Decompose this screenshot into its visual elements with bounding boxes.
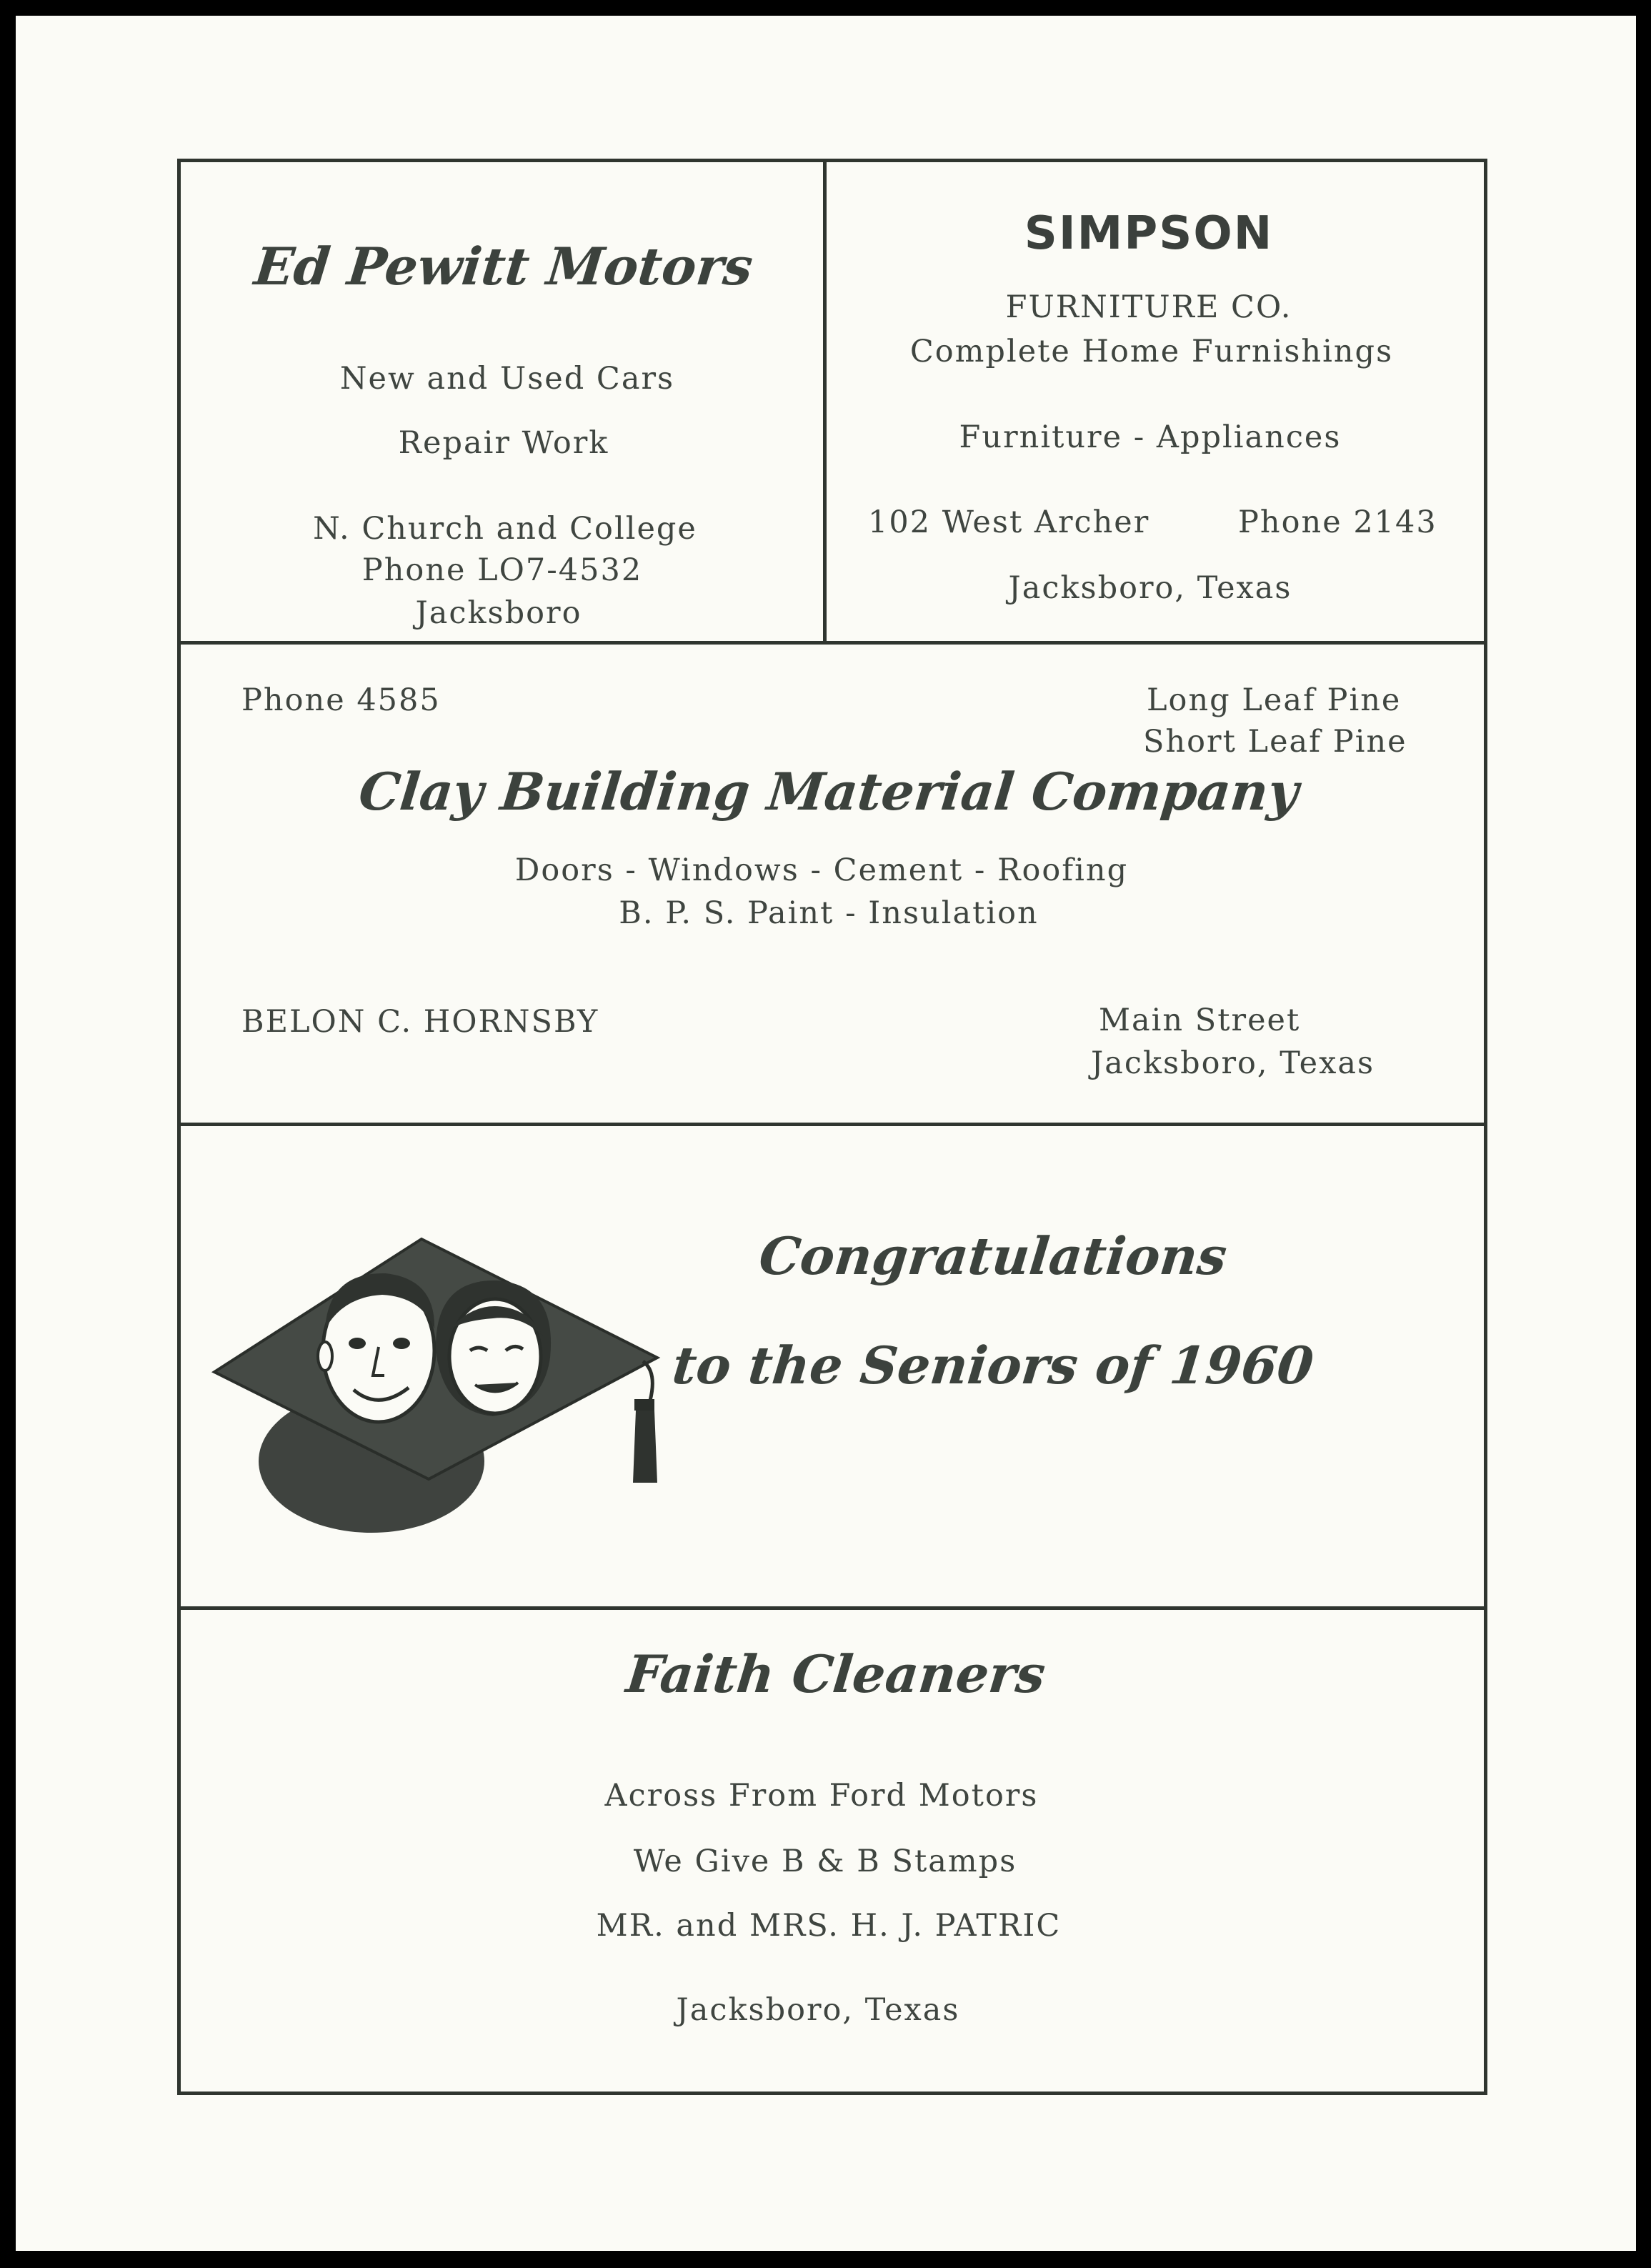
faith-line2: We Give B & B Stamps — [633, 1844, 1017, 1879]
faith-city: Jacksboro, Texas — [676, 1992, 960, 2028]
divider-row-1 — [177, 641, 1487, 645]
simpson-phone: Phone 2143 — [1238, 504, 1437, 540]
woman-face-icon — [436, 1280, 551, 1416]
pewitt-address: N. Church and College — [313, 511, 697, 547]
faith-name: Faith Cleaners — [623, 1643, 1049, 1704]
clay-pine-short: Short Leaf Pine — [1143, 724, 1407, 760]
divider-row-3 — [177, 1606, 1487, 1610]
pewitt-city: Jacksboro — [415, 595, 582, 631]
simpson-tagline: Complete Home Furnishings — [909, 334, 1394, 369]
top-divider-vertical — [823, 159, 827, 645]
pewitt-line2: Repair Work — [398, 425, 609, 461]
simpson-name: SIMPSON — [1024, 207, 1274, 260]
clay-owner: BELON C. HORNSBY — [241, 1004, 599, 1040]
faith-line1: Across From Ford Motors — [604, 1778, 1039, 1814]
congrats-line1: Congratulations — [756, 1225, 1230, 1286]
clay-pine-long: Long Leaf Pine — [1147, 682, 1402, 718]
clay-city: Jacksboro, Texas — [1091, 1045, 1375, 1081]
simpson-city: Jacksboro, Texas — [1008, 570, 1292, 606]
divider-row-2 — [177, 1123, 1487, 1126]
congrats-line2: to the Seniors of 1960 — [669, 1335, 1317, 1396]
clay-name: Clay Building Material Company — [356, 761, 1302, 822]
tassel-icon — [633, 1361, 657, 1483]
clay-products-1: Doors - Windows - Cement - Roofing — [514, 852, 1129, 888]
clay-products-2: B. P. S. Paint - Insulation — [619, 895, 1039, 931]
graduation-cap-illustration — [207, 1229, 679, 1536]
pewitt-line1: New and Used Cars — [339, 361, 675, 397]
pewitt-name: Ed Pewitt Motors — [251, 236, 756, 297]
faith-owners: MR. and MRS. H. J. PATRIC — [596, 1908, 1062, 1944]
clay-phone: Phone 4585 — [241, 682, 441, 718]
simpson-subtitle: FURNITURE CO. — [1005, 289, 1292, 325]
simpson-address: 102 West Archer — [868, 504, 1150, 540]
clay-street: Main Street — [1099, 1003, 1301, 1038]
simpson-products: Furniture - Appliances — [959, 419, 1342, 455]
pewitt-phone: Phone LO7-4532 — [361, 552, 643, 588]
